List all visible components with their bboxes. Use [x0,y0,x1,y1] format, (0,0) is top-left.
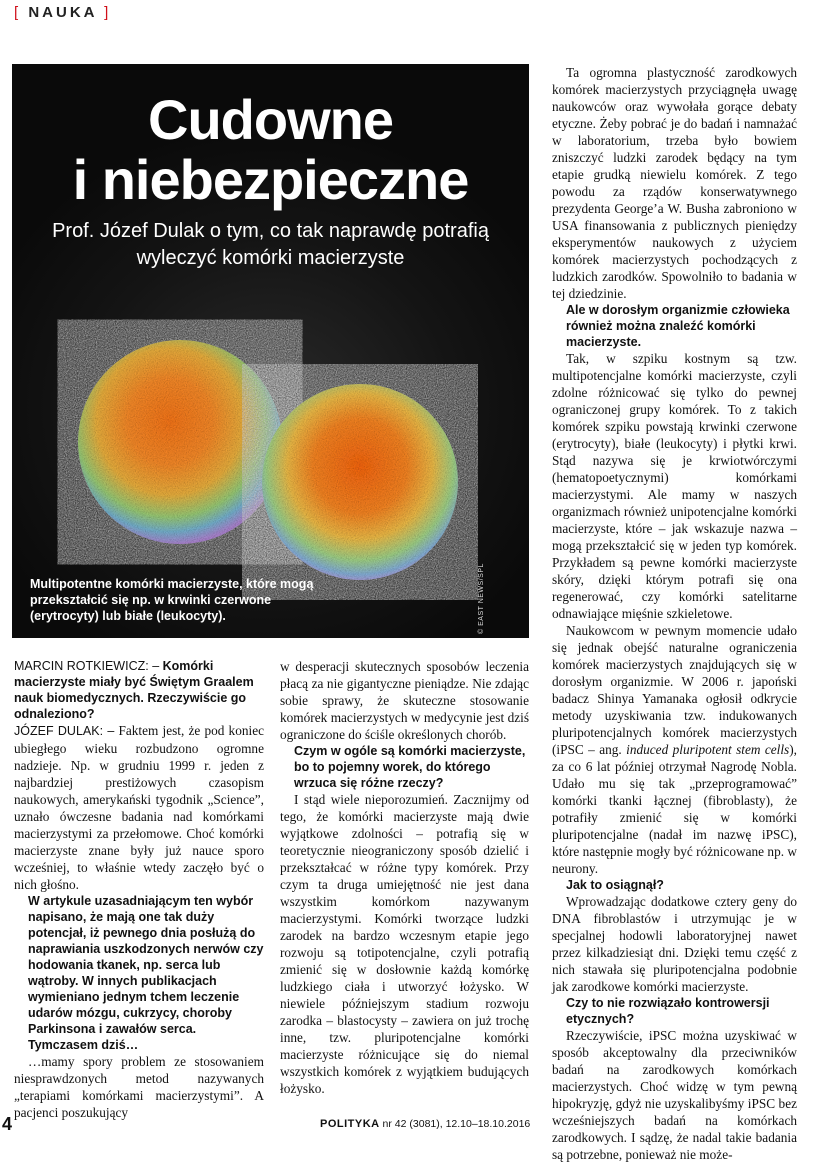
photo-credit: © EAST NEWS/SPL [478,563,486,634]
article-subtitle-line1: Prof. Józef Dulak o tym, co tak naprawdę potrafią [52,220,489,242]
footer-issue [320,1118,530,1130]
col3-paragraph-2: Tak, w szpiku kostnym są tzw. multipotencjalne komórki macierzyste, czyli zdolne różnicować się tylko do pewnej ograniczonej grupy komórek. To z takich komórek szpiku powstają krwinki czerwone (erytrocyty), białe (leukocyty) i płytki krwi. Stąd nazywa się je krwiotwórczymi (hematopoetycznymi) komórkami macierzystymi. Ale mamy w naszych organizmach również unipotencjalne komórki macierzyste, które – jak wskazuje nazwa – mogą przekształcić się w jeden typ komórek. Przykładem są pewne komórki macierzyste skóry, dzięki którym potrafi się ona regenerować, czy komórki satelitarne odnawiające mięśnie szkieletowe. [552,351,797,621]
magazine-logo: POLITYKA [320,1118,380,1130]
article-subtitle-line2: wyleczyć komórki macierzyste [136,247,405,269]
intro-question: MARCIN ROTKIEWICZ: – Komórki macierzyste miały być Świętym Graalem nauk biomedycznych. Rzeczywiście go odnaleziono? [14,659,254,721]
col3-paragraph-3: Naukowcom w pewnym momencie udało się jednak obejść naturalne ograniczenia komórek macierzystych znajdujących się w dorosłym organizmie. W 2006 r. japoński badacz Shinya Yamanaka ogłosił odkrycie metody uzyskiwania tzw. indukowanych pluripotencjalnych komórek macierzystych (iPSC – ang. induced pluripotent stem cells), za co 6 lat później otrzymał Nagrodę Nobla. Udało mu się tak „przeprogramować” komórki tkanki łącznej (fibroblasty), że potrafiły zmienić się w komórki pluripotencjalne (nadał im nazwę iPSC), które następnie mogły być różnicowane np. w neurony. [552,623,797,876]
question-3: Czym w ogóle są komórki macierzyste, bo to pojemny worek, do którego wrzuca się różne rzeczy? [294,744,526,790]
answer-1: JÓZEF DULAK: – Faktem jest, że pod koniec ubiegłego wieku rozbudzono ogromne nadzieje. Np. w grudniu 1999 r. jeden z najbardziej prestiżowych czasopism naukowych, amerykański tygodnik „Science”, uznało ówczesne badania nad komórkami macierzystymi za przełomowe. Choć komórki macierzyste znane były już nauce sporo wcześniej, to właśnie wtedy zaczęło być o nich głośno. [14,723,264,892]
column-2 [280,658,529,1097]
issue-info: nr 42 (3081), 12.10–18.10.2016 [382,1118,531,1130]
col3-paragraph-1: Ta ogromna plastyczność zarodkowych komórek macierzystych przyciągnęła uwagę naukowców oraz wywołała gorące debaty etyczne. Żeby pobrać je do badań i namnażać w laboratorium, trzeba było bowiem zniszczyć ludzki zarodek będący na tym etapie grudką niewielu komórek. Z tego powodu za rządów konserwatywnego prezydenta George’a W. Busha zabroniono w USA finansowania z publicznych pieniędzy eksperymentów naukowych z użyciem komórek macierzystych pochodzących z ludzkich zarodków. Spowolniło to badania w tej dziedzinie. [552,65,797,301]
section-label: NAUKA [28,4,97,21]
question-6: Czy to nie rozwiązało kontrowersji etycznych? [566,996,770,1026]
column-1 [14,658,264,1121]
image-caption: Multipotentne komórki macierzyste, które mogą przekształcić się np. w krwinki czerwone (erytrocyty) lub białe (leukocyty). [30,577,314,623]
article-title-line1: Cudowne [148,88,393,151]
question-4: Ale w dorosłym organizmie człowieka również można znaleźć komórki macierzyste. [566,303,790,349]
hero-image [12,64,529,638]
col2-paragraph-2: I stąd wiele nieporozumień. Zacznijmy od tego, że komórki macierzyste mają dwie wyjątkowe zdolności – potrafią się w teoretycznie nieograniczony sposób dzielić i przekształcać w różne typy komórek. Przy czym ta druga umiejętność nie jest dana wszystkim komórkom nazywanym macierzystymi. Komórki tworzące ludzki zarodek na bardzo wczesnym etapie jego rozwoju są totipotencjalne, czyli potrafią zmienić się w dosłownie każdą komórkę ludzkiego ciała i utworzyć łożysko. W niewiele późniejszym stadium rozwoju zarodka – blastocysty – zawiera on już trochę inne, tzw. pluripotencjalne komórki macierzyste różnicujące się do niemal wszystkich komórek z wyjątkiem budujących łożysko. [280,792,529,1096]
question-2: W artykule uzasadniającym ten wybór napisano, że mają one tak duży potencjał, iż pewnego dnia posłużą do naprawiania uszkodzonych nerwów czy hodowania tkanek, np. serca lub wątroby. W innych publikacjach wymieniano jednym tchem leczenie udarów mózgu, cukrzycy, choroby Parkinsona i zawałów serca. Tymczasem dziś… [28,894,264,1052]
col3-paragraph-4: Wprowadzając dodatkowe cztery geny do DNA fibroblastów i utrzymując je w specjalnej hodowli laboratoryjnej nawet przez kilkadziesiąt dni. Dzięki temu część z nich stawała się pluripotencjalna podobnie jak zarodkowe komórki macierzyste. [552,894,797,994]
answer-2: …mamy spory problem ze stosowaniem niesprawdzonych metod nazywanych „terapiami komórkami macierzystymi”. A pacjenci poszukujący [14,1054,264,1120]
page-number: 4 [2,1114,13,1134]
question-5: Jak to osiągnął? [566,878,664,892]
column-3 [552,64,797,1163]
section-tag: [ NAUKA ] [14,4,112,21]
col2-paragraph-1: w desperacji skutecznych sposobów leczenia płacą za nie gigantyczne pieniądze. Nie zdając sobie sprawy, że skuteczne stosowanie komórek macierzystych w medycynie jest dziś ograniczone do ściśle określonych chorób. [280,659,529,742]
article-title-line2: i niebezpieczne [72,148,469,211]
col3-paragraph-5: Rzeczywiście, iPSC można uzyskiwać w sposób akceptowalny dla przeciwników badań na zarodkowych komórkach macierzystych. Choć widzę w tym pewną hipokryzję, gdyż nie uzyskalibyśmy iPSC bez wcześniejszych badań na komórkach zarodkowych. I sądzę, że nadal takie badania są potrzebne, ponieważ nie może- [552,1028,797,1162]
